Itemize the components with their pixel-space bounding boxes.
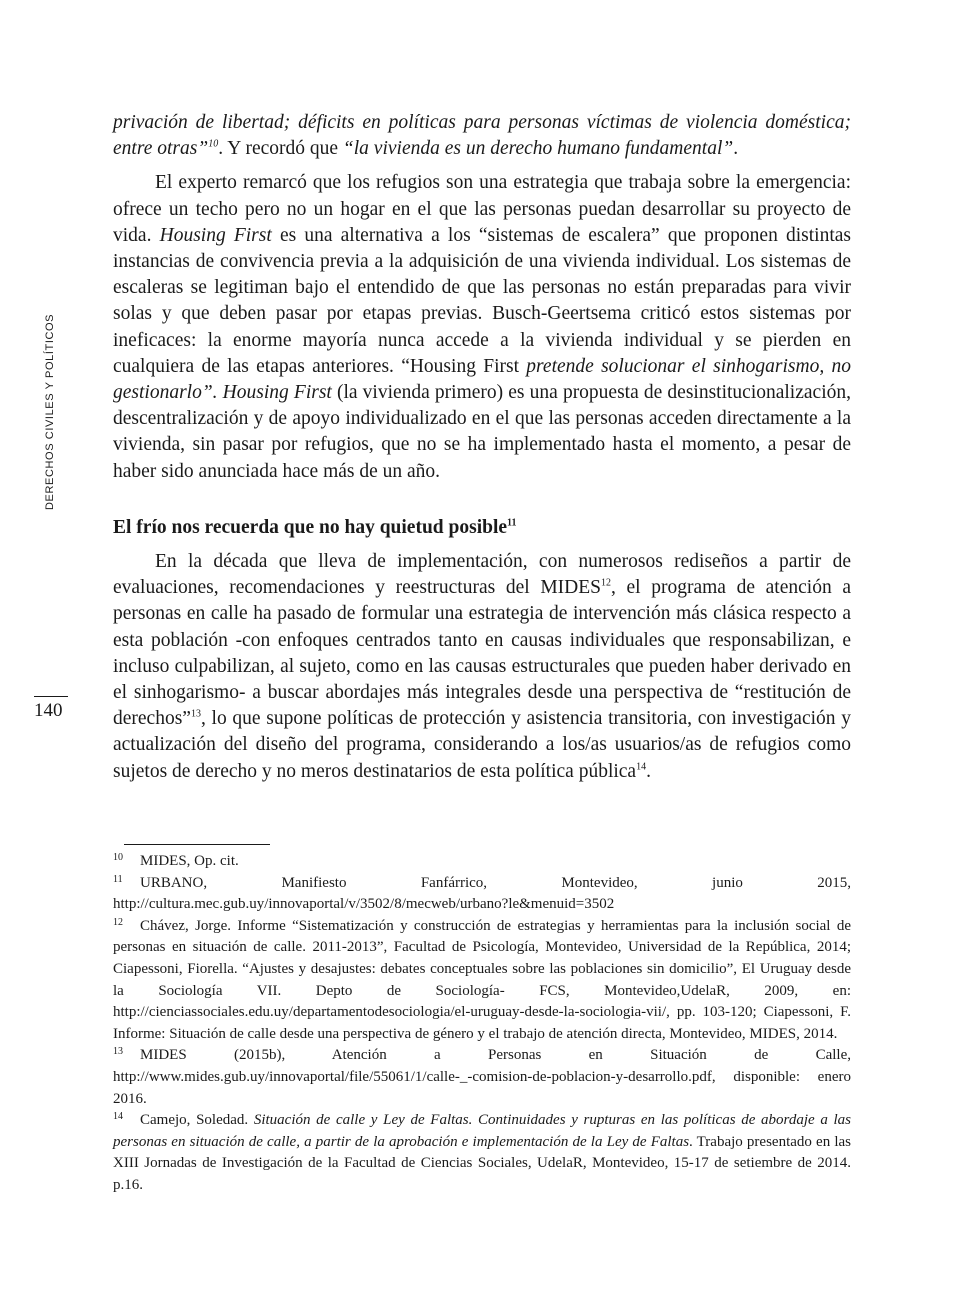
term-housing-first: Housing First (159, 224, 272, 246)
paragraph-3: En la década que lleva de implementación, con numerosos rediseños a partir de evaluaciones, recomendaciones y reestructuras del MIDES$^{12}$, el programa de atención a personas en calle ha pasado de formular una estrategia de intervención más clásica respecto a esta población -con enfoques centrados tanto en causas individuales que responsabilizan, e incluso culpabilizan, al sujeto, como en las causas estructurales que pueden haber derivado en el sinhogarismo- a buscar abordajes más integrales desde una perspectiva de “restitución de derechos”$^{13}$, lo que supone políticas de protección y asistencia transitoria, con investigación y actualización del diseño del programa, considerando a los/as usuarios/as de refugios como sujetos de derecho y no meros destinatarios de esta política pública$^{14}$. (113, 551, 851, 782)
footnote-11: 11 URBANO, Manifiesto Fanfárrico, Montevideo, junio 2015, http://cultura.mec.gub.uy/innovaportal/v/3502/8/mecweb/urbano?le&menuid=3502 (113, 873, 851, 913)
paragraph-2: El experto remarcó que los refugios son una estrategia que trabaja sobre la emergencia: ofrece un techo pero no un hogar en el que las personas puedan desarrollar su proyecto de vida. Housing First es una alternativa a los “sistemas de escalera” que proponen distintas instancias de convivencia previa a la adquisición de una vivienda individual. Los sistemas de escaleras se legitiman bajo el entendido de que las personas no están preparadas para vivir solas y que deben pasar por etapas previas. Busch-Geertsema criticó estos sistemas por ineficaces: la enorme mayoría nunca accede a la vivienda individual y se pierden en cualquiera de las etapas anteriores. “Housing First pretende solucionar el sinhogarismo, no gestionarlo”. Housing First (la vivienda primero) es una propuesta de desinstitucionalización, descentralización y de apoyo individualizado en el que las personas acceden directamente a la vivienda, sin pasar por refugios, que no se ha implementado hasta el momento, a pesar de haber sido anunciada hace más de un año. (113, 172, 852, 482)
footnote-12: 12 Chávez, Jorge. Informe “Sistematización y construcción de estrategias y herramientas para la inclusión social de personas en situación de calle. 2011-2013”, Facultad de Psicología, Montevideo, Universidad de la República, 2014; Ciapessoni, Fiorella. “Ajustes y desajustes: debates conceptuales sobre las poblaciones sin domicilio”, El Uruguay desde la Sociología VII. Depto de Sociología- FCS, Montevideo,UdelaR, 2009, en: http://cienciassociales.edu.uy/departamentodesociologia/el-uruguay-desde-la-sociologia-vii/, pp. 103-120; Ciapessoni, F. Informe: Situación de calle desde una perspectiva de género y el trabajo de atención directa, Montevideo, MIDES, 2014. (113, 916, 851, 1042)
footnote-14: 14 Camejo, Soledad. Situación de calle y Ley de Faltas. Continuidades y rupturas en las políticas de abordaje a las personas en situación de calle, a partir de la aprobación e implementación de la Ley de Faltas. Trabajo presentado en las XIII Jornadas de Investigación de la Facultad de Ciencias Sociales, UdelaR, Montevideo, 15-17 de setiembre de 2014. p.16. (113, 1111, 852, 1193)
page-number-rule (34, 696, 68, 697)
paragraph-1-quote: privación de libertad; déficits en políticas para personas víctimas de violencia doméstica; entre otras (113, 112, 851, 160)
footnote-14-title: Situación de calle y Ley de Faltas. Continuidades y rupturas en las políticas de abordaje a las personas en situación de calle, a partir de la aprobación e implementación de la Ley de Faltas (113, 1112, 851, 1150)
footnote-ref-14: 14 (636, 761, 647, 773)
page-number: 140 (34, 700, 63, 721)
quote-housing-first: pretende solucionar el sinhogarismo, no gestionarlo”. Housing First (113, 355, 852, 404)
footnote-13: 13 MIDES (2015b), Atención a Personas en Situación de Calle, http://www.mides.gub.uy/innovaportal/file/55061/1/calle-_-comision-de-poblacion-y-desarrollo.pdf, disponible: enero 2016. (113, 1046, 851, 1107)
footnotes (113, 851, 851, 1197)
body-text (113, 110, 851, 785)
section-side-label: DERECHOS CIVILES Y POLÍTICOS (44, 313, 56, 510)
footnote-ref-12: 12 (601, 577, 611, 589)
section-heading: El frío nos recuerda que no hay quietud posible$^{11}$ (113, 516, 517, 538)
footnote-ref-10: 10 (208, 138, 219, 150)
footnote-10: 10 MIDES, Op. cit. (113, 852, 239, 869)
footnote-ref-11: 11 (507, 517, 517, 529)
paragraph-1: privación de libertad; déficits en políticas para personas víctimas de violencia doméstica; entre otras”$^{10}$. Y recordó que “la vivienda es un derecho humano fundamental”. (113, 112, 851, 160)
footnote-separator (124, 844, 270, 845)
quote-vivienda: “la vivienda es un derecho humano fundamental” (342, 138, 734, 160)
footnote-ref-13: 13 (190, 708, 201, 720)
